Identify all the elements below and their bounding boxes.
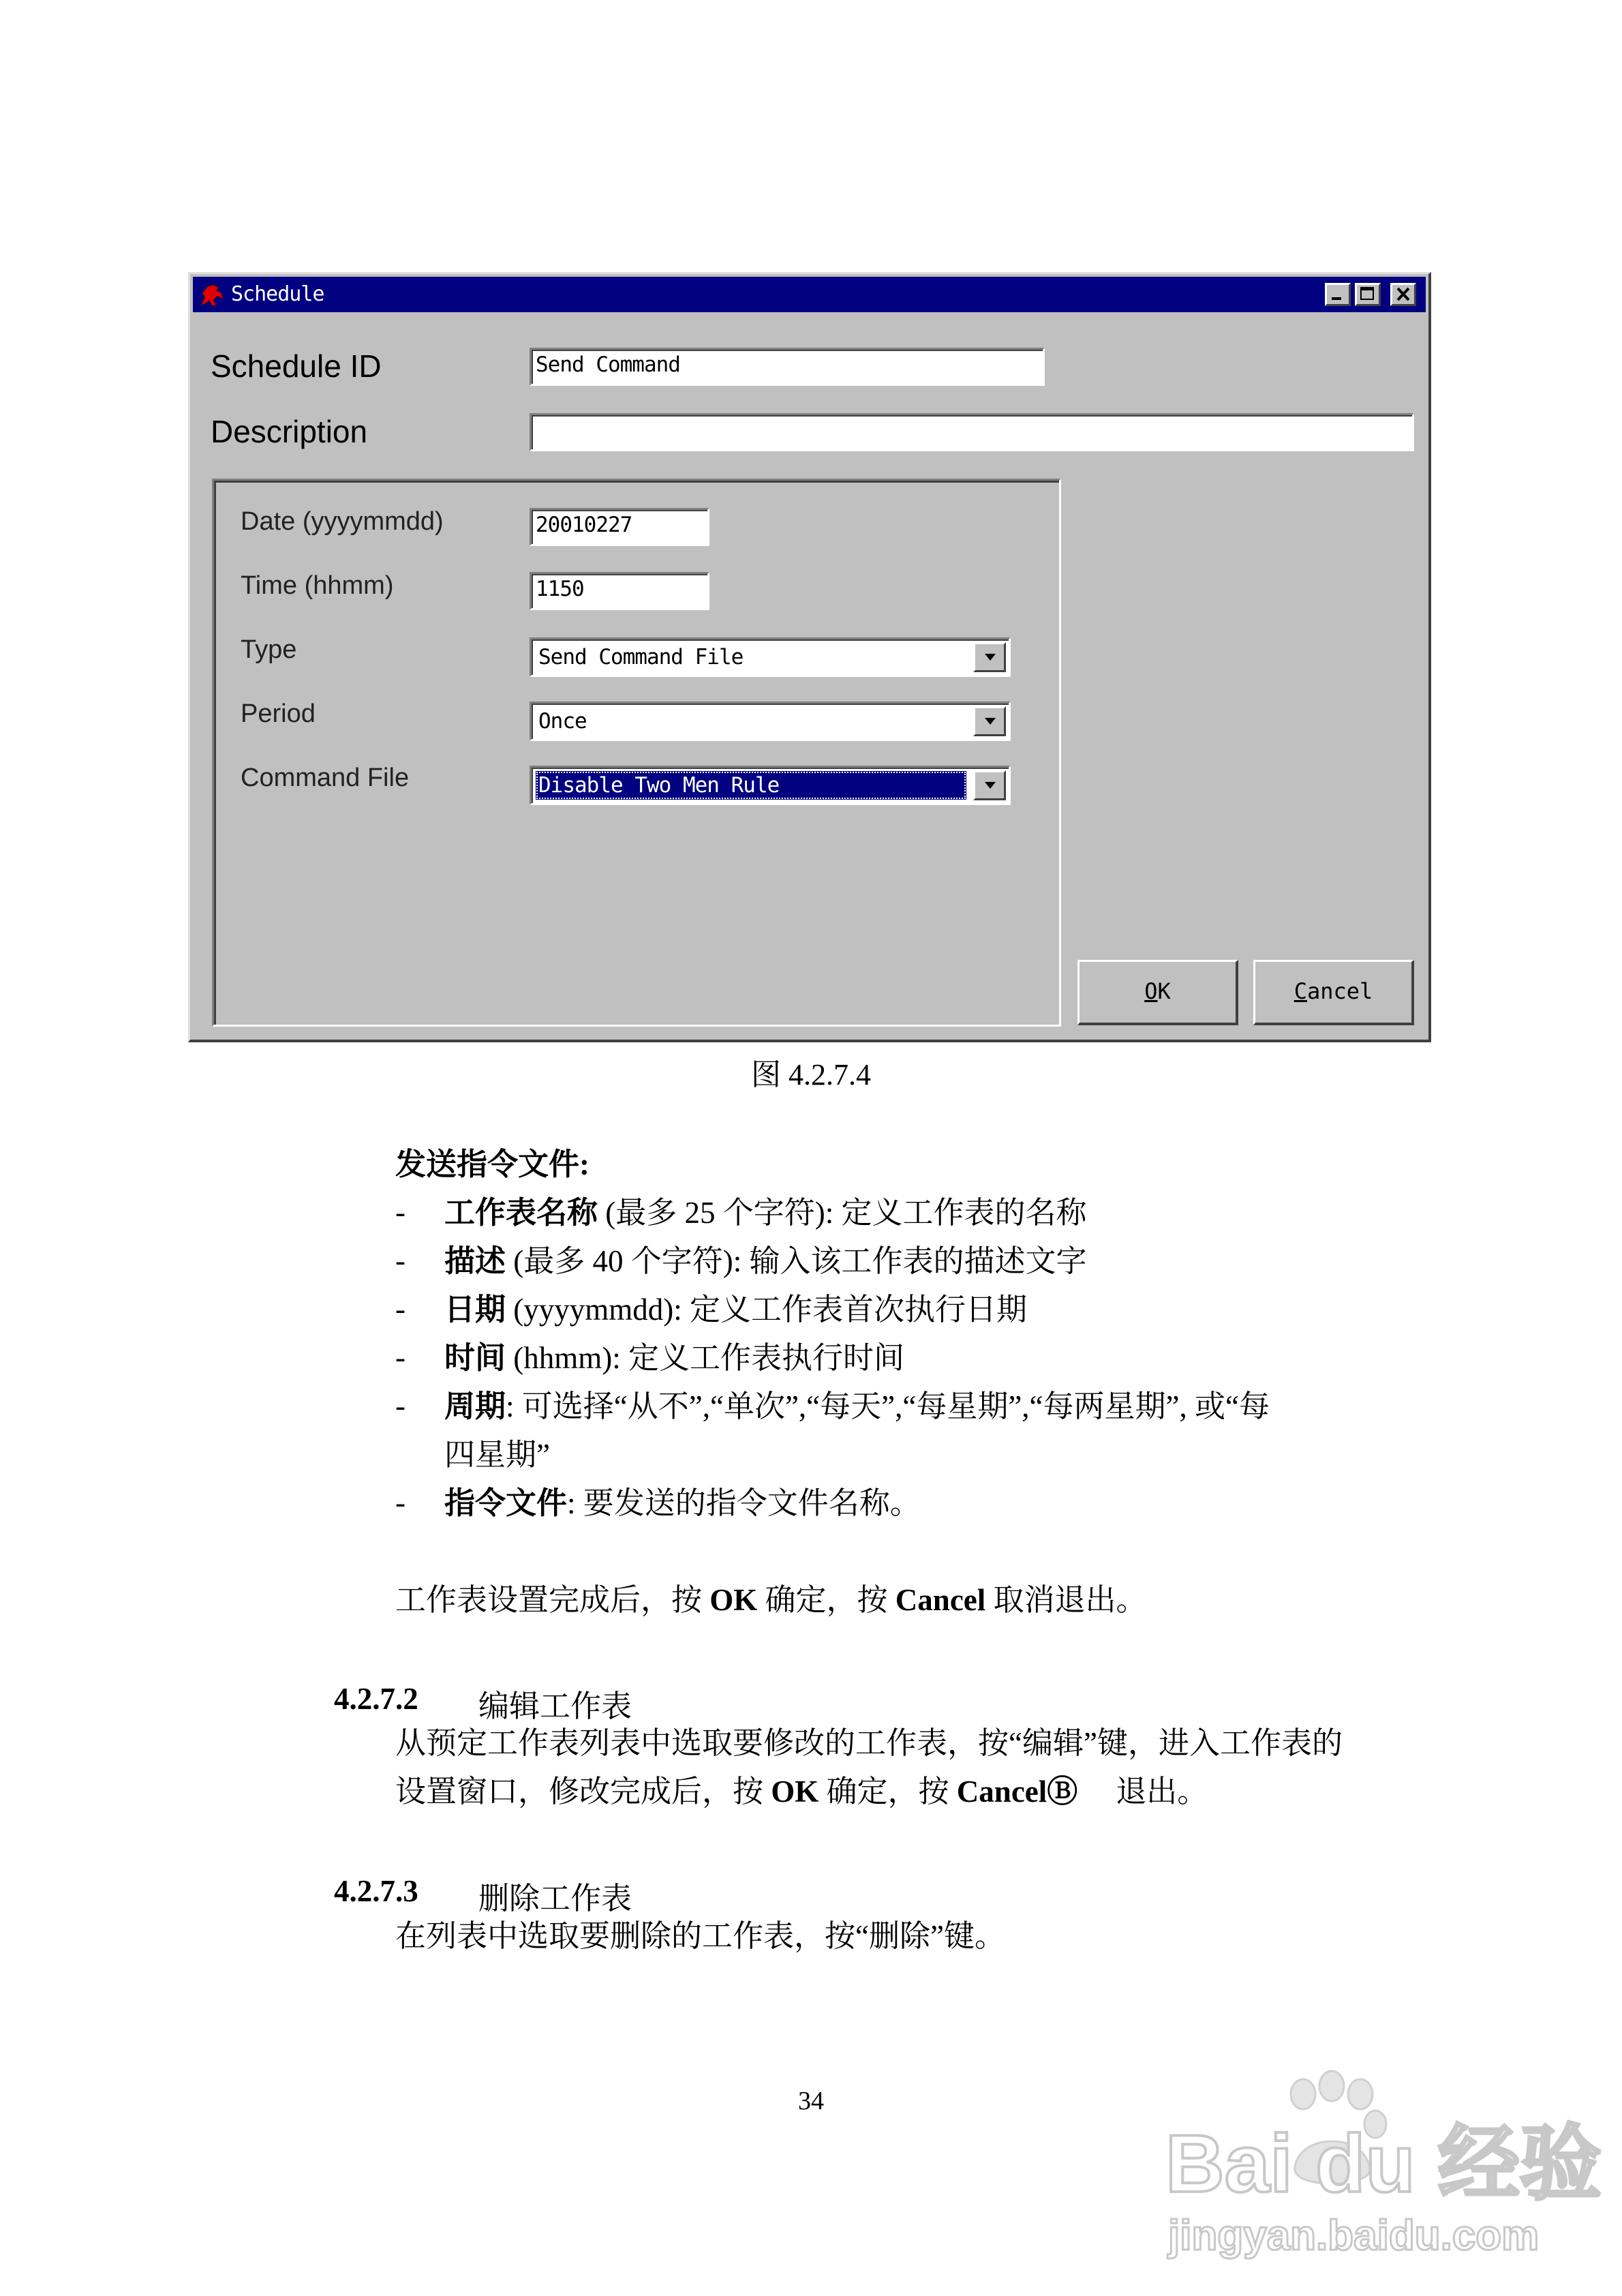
list-item <box>444 1333 904 1383</box>
list-dash: - <box>395 1195 406 1229</box>
title-bar <box>193 277 1426 312</box>
type-select[interactable] <box>530 637 1011 677</box>
list-item-term: 描述 <box>444 1244 506 1278</box>
section-title-delete: 删除工作表 <box>478 1882 632 1916</box>
list-item-text: (yyyymmdd): 定义工作表首次执行日期 <box>506 1293 1027 1327</box>
period-select-value: Once <box>538 709 587 734</box>
list-item <box>444 1188 1087 1237</box>
list-dash: - <box>395 1389 406 1423</box>
description-label: Description <box>211 414 368 449</box>
edit-text: 确定，按 <box>818 1774 957 1809</box>
send-command-heading: 发送指令文件: <box>395 1147 590 1181</box>
schedule-id-input[interactable]: Send Command <box>530 348 1045 386</box>
cancel-mnemonic: C <box>1294 978 1307 1004</box>
command-file-dropdown-button[interactable] <box>973 770 1006 800</box>
list-item-term: 周期 <box>444 1389 506 1423</box>
period-label: Period <box>241 699 316 728</box>
date-label: Date (yyyymmdd) <box>241 507 444 536</box>
section-number-delete: 4.2.7.3 <box>334 1874 418 1908</box>
chevron-down-icon <box>983 781 997 789</box>
list-dash: - <box>395 1340 406 1374</box>
ok-mnemonic: O <box>1144 978 1158 1004</box>
note-text: 确定，按 <box>757 1583 896 1617</box>
list-item-term: 工作表名称 <box>444 1196 598 1230</box>
type-label: Type <box>241 635 297 664</box>
schedule-id-label: Schedule ID <box>211 348 382 384</box>
list-item <box>444 1237 1087 1286</box>
command-file-label: Command File <box>241 764 410 792</box>
schedule-settings-group <box>212 479 1061 1027</box>
page-number: 34 <box>798 2087 824 2115</box>
edit-ok: OK <box>771 1774 819 1809</box>
edit-paragraph-line: 从预定工作表列表中选取要修改的工作表，按“编辑”键，进入工作表的 <box>395 1726 1343 1760</box>
cancel-button[interactable] <box>1253 960 1414 1025</box>
list-dash: - <box>395 1292 406 1326</box>
ok-label: K <box>1157 978 1171 1004</box>
close-button[interactable] <box>1390 283 1416 306</box>
maximize-icon <box>1357 285 1379 304</box>
time-input[interactable]: 1150 <box>530 572 709 610</box>
list-item-term: 日期 <box>444 1293 506 1327</box>
description-input[interactable] <box>530 413 1414 451</box>
time-label: Time (hhmm) <box>241 571 394 600</box>
window-title: Schedule <box>231 282 324 306</box>
edit-text: 退出。 <box>1116 1774 1208 1809</box>
edit-text: 设置窗口，修改完成后，按 <box>395 1774 771 1809</box>
app-horse-icon <box>198 282 226 308</box>
minimize-icon <box>1327 285 1349 304</box>
period-select[interactable] <box>530 701 1011 741</box>
chevron-down-icon <box>983 653 997 661</box>
list-dash: - <box>395 1243 406 1278</box>
edit-cancel: Cancel <box>956 1774 1047 1809</box>
cancel-label: ancel <box>1306 978 1373 1004</box>
chevron-down-icon <box>983 717 997 725</box>
type-dropdown-button[interactable] <box>973 642 1006 672</box>
note-ok: OK <box>709 1583 758 1617</box>
list-item-text: : 要发送的指令文件名称。 <box>567 1486 921 1520</box>
watermark-url: jingyan.baidu.com <box>1168 2212 1540 2259</box>
close-icon <box>1392 285 1414 304</box>
list-item-text: (hhmm): 定义工作表执行时间 <box>506 1341 904 1375</box>
baidu-watermark-logo <box>1159 2066 1602 2270</box>
note-text: 取消退出。 <box>985 1583 1147 1617</box>
maximize-button[interactable] <box>1355 283 1381 306</box>
figure-caption: 图 4.2.7.4 <box>751 1058 871 1091</box>
type-select-value: Send Command File <box>538 645 744 669</box>
command-file-select[interactable] <box>530 766 1011 805</box>
delete-paragraph-line: 在列表中选取要删除的工作表，按“删除”键。 <box>395 1919 1005 1953</box>
minimize-button[interactable] <box>1325 283 1351 306</box>
watermark-logo-text: Bai du 经验 <box>1165 2118 1602 2209</box>
ok-button[interactable] <box>1077 960 1238 1025</box>
list-dash: - <box>395 1485 406 1520</box>
list-item-text: (最多 40 个字符): 输入该工作表的描述文字 <box>506 1244 1087 1278</box>
list-item-term: 时间 <box>444 1341 506 1375</box>
list-item-text: : 可选择“从不”,“单次”,“每天”,“每星期”,“每两星期”, 或“每 <box>506 1389 1270 1423</box>
list-item-continuation: 四星期” <box>444 1438 550 1472</box>
list-item <box>444 1285 1027 1334</box>
list-item-text: (最多 25 个字符): 定义工作表的名称 <box>598 1196 1087 1230</box>
list-item-term: 指令文件 <box>444 1486 568 1520</box>
period-dropdown-button[interactable] <box>973 706 1006 736</box>
section-title-edit: 编辑工作表 <box>478 1689 632 1723</box>
note-text: 工作表设置完成后，按 <box>395 1583 710 1617</box>
settings-note <box>395 1575 1147 1625</box>
list-item <box>444 1382 1270 1431</box>
note-cancel: Cancel <box>895 1583 986 1617</box>
garbled-glyph: Ⓑ <box>1047 1774 1078 1809</box>
schedule-dialog <box>188 272 1431 1042</box>
list-item <box>444 1479 921 1528</box>
section-number-edit: 4.2.7.2 <box>334 1682 418 1716</box>
command-file-select-value: Disable Two Men Rule <box>536 771 966 800</box>
date-input[interactable]: 20010227 <box>530 508 709 546</box>
edit-paragraph-line <box>395 1767 1208 1816</box>
